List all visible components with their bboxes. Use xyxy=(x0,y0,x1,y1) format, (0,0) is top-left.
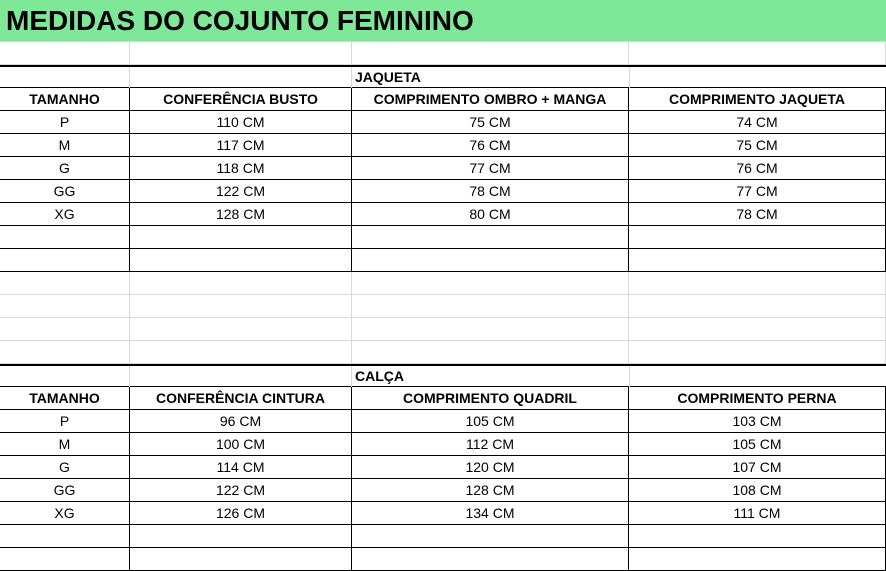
cell[interactable]: 103 CM xyxy=(629,410,886,433)
cell[interactable]: 76 CM xyxy=(352,134,629,157)
cell[interactable] xyxy=(0,548,130,571)
cell[interactable] xyxy=(130,548,352,571)
cell[interactable] xyxy=(629,272,886,295)
jaqueta-section-title-row xyxy=(0,65,886,88)
empty-row xyxy=(0,318,886,341)
cell[interactable] xyxy=(352,548,629,571)
page-title: MEDIDAS DO COJUNTO FEMININO xyxy=(6,5,474,36)
cell[interactable]: M xyxy=(0,433,130,456)
cell[interactable] xyxy=(352,341,629,364)
table-row xyxy=(0,456,886,479)
cell[interactable]: 77 CM xyxy=(629,180,886,203)
cell[interactable]: 118 CM xyxy=(130,157,352,180)
table-row xyxy=(0,249,886,272)
table-row xyxy=(0,226,886,249)
cell[interactable]: M xyxy=(0,134,130,157)
table-row xyxy=(0,157,886,180)
cell[interactable]: 126 CM xyxy=(130,502,352,525)
calca-header-quadril[interactable]: COMPRIMENTO QUADRIL xyxy=(352,387,629,410)
cell[interactable]: 134 CM xyxy=(352,502,629,525)
cell[interactable] xyxy=(352,525,629,548)
cell[interactable] xyxy=(629,525,886,548)
cell[interactable]: 75 CM xyxy=(629,134,886,157)
cell[interactable]: 128 CM xyxy=(352,479,629,502)
empty-row xyxy=(0,341,886,364)
calca-header-row xyxy=(0,387,886,410)
cell[interactable] xyxy=(0,249,130,272)
cell[interactable]: 111 CM xyxy=(629,502,886,525)
table-row xyxy=(0,134,886,157)
cell[interactable] xyxy=(130,272,352,295)
cell[interactable]: 120 CM xyxy=(352,456,629,479)
spreadsheet xyxy=(0,42,886,565)
jaqueta-section-title: JAQUETA xyxy=(355,69,421,85)
cell[interactable]: 76 CM xyxy=(629,157,886,180)
calca-header-tamanho[interactable]: TAMANHO xyxy=(0,387,130,410)
jaqueta-header-busto[interactable]: CONFERÊNCIA BUSTO xyxy=(130,88,352,111)
cell[interactable] xyxy=(629,341,886,364)
cell[interactable] xyxy=(130,341,352,364)
cell[interactable] xyxy=(629,318,886,341)
cell[interactable] xyxy=(629,548,886,571)
table-row xyxy=(0,548,886,571)
cell[interactable]: GG xyxy=(0,180,130,203)
table-row xyxy=(0,111,886,134)
cell[interactable] xyxy=(629,226,886,249)
cell[interactable]: P xyxy=(0,410,130,433)
cell[interactable] xyxy=(0,226,130,249)
cell[interactable] xyxy=(0,42,130,65)
cell[interactable]: 74 CM xyxy=(629,111,886,134)
table-row xyxy=(0,525,886,548)
table-row xyxy=(0,479,886,502)
cell[interactable]: G xyxy=(0,157,130,180)
cell[interactable] xyxy=(0,272,130,295)
cell[interactable]: 105 CM xyxy=(629,433,886,456)
cell[interactable] xyxy=(0,295,130,318)
cell[interactable] xyxy=(130,42,352,65)
cell[interactable]: 96 CM xyxy=(130,410,352,433)
cell[interactable]: 80 CM xyxy=(352,203,629,226)
cell[interactable] xyxy=(130,525,352,548)
cell[interactable]: 112 CM xyxy=(352,433,629,456)
empty-row xyxy=(0,42,886,65)
cell[interactable]: 107 CM xyxy=(629,456,886,479)
cell[interactable]: 75 CM xyxy=(352,111,629,134)
cell[interactable]: 110 CM xyxy=(130,111,352,134)
empty-row xyxy=(0,295,886,318)
cell[interactable]: 78 CM xyxy=(629,203,886,226)
jaqueta-header-tamanho[interactable]: TAMANHO xyxy=(0,88,130,111)
cell[interactable] xyxy=(130,226,352,249)
cell[interactable]: 114 CM xyxy=(130,456,352,479)
cell[interactable] xyxy=(352,249,629,272)
cell[interactable] xyxy=(130,249,352,272)
cell[interactable] xyxy=(0,341,130,364)
calca-header-perna[interactable]: COMPRIMENTO PERNA xyxy=(629,387,886,410)
table-row xyxy=(0,502,886,525)
cell[interactable]: 108 CM xyxy=(629,479,886,502)
empty-row xyxy=(0,272,886,295)
cell[interactable] xyxy=(352,318,629,341)
cell[interactable] xyxy=(352,272,629,295)
cell[interactable]: 100 CM xyxy=(130,433,352,456)
cell[interactable]: 128 CM xyxy=(130,203,352,226)
cell[interactable] xyxy=(130,295,352,318)
table-row xyxy=(0,433,886,456)
cell[interactable]: XG xyxy=(0,203,130,226)
cell[interactable] xyxy=(352,226,629,249)
cell[interactable] xyxy=(629,295,886,318)
jaqueta-header-comprimento[interactable]: COMPRIMENTO JAQUETA xyxy=(629,88,886,111)
cell[interactable]: G xyxy=(0,456,130,479)
table-row xyxy=(0,203,886,226)
cell[interactable]: 122 CM xyxy=(130,479,352,502)
cell[interactable]: 78 CM xyxy=(352,180,629,203)
cell[interactable]: 117 CM xyxy=(130,134,352,157)
cell[interactable]: 77 CM xyxy=(352,157,629,180)
cell[interactable]: 122 CM xyxy=(130,180,352,203)
title-banner xyxy=(0,0,886,42)
calca-section-title: CALÇA xyxy=(355,368,404,384)
jaqueta-header-row xyxy=(0,88,886,111)
cell[interactable]: 105 CM xyxy=(352,410,629,433)
calca-section-title-row xyxy=(0,364,886,387)
cell[interactable]: XG xyxy=(0,502,130,525)
calca-header-cintura[interactable]: CONFERÊNCIA CINTURA xyxy=(130,387,352,410)
cell[interactable]: P xyxy=(0,111,130,134)
cell[interactable] xyxy=(352,295,629,318)
cell[interactable] xyxy=(629,249,886,272)
cell[interactable] xyxy=(0,525,130,548)
cell[interactable] xyxy=(352,42,629,65)
jaqueta-header-ombro-manga[interactable]: COMPRIMENTO OMBRO + MANGA xyxy=(352,88,629,111)
cell[interactable]: GG xyxy=(0,479,130,502)
table-row xyxy=(0,180,886,203)
cell[interactable] xyxy=(130,318,352,341)
table-row xyxy=(0,410,886,433)
cell[interactable] xyxy=(629,42,886,65)
cell[interactable] xyxy=(0,318,130,341)
